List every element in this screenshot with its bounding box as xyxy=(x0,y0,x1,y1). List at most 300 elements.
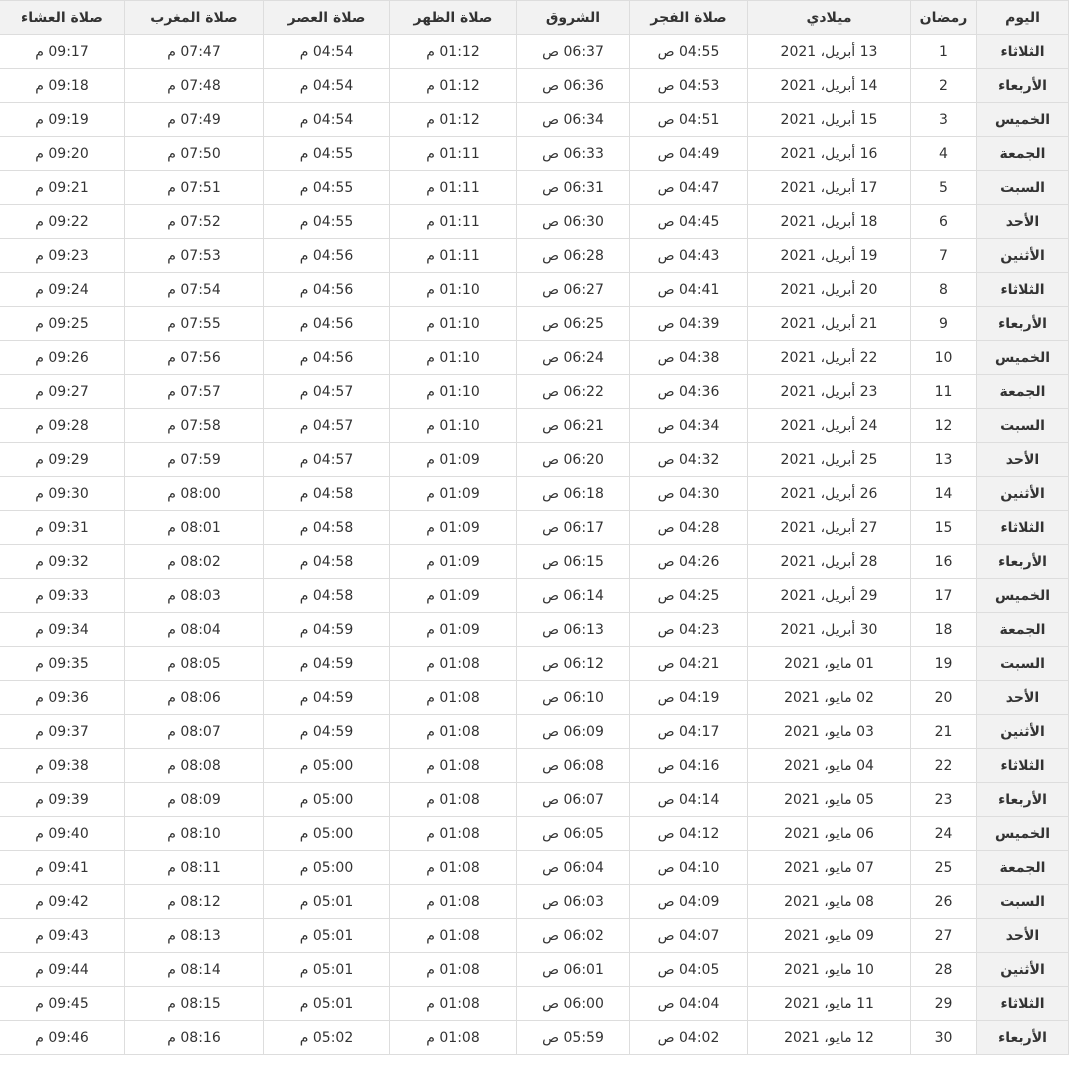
cell-asr: 04:57 م xyxy=(264,375,390,409)
cell-dhuhr: 01:10 م xyxy=(390,273,517,307)
cell-gregorian-date: 26 أبريل، 2021 xyxy=(748,477,911,511)
cell-asr: 04:58 م xyxy=(264,511,390,545)
column-header-sunrise: الشروق xyxy=(517,1,630,35)
cell-sunrise: 06:12 ص xyxy=(517,647,630,681)
cell-day: السبت xyxy=(977,409,1069,443)
cell-ramadan-day: 6 xyxy=(911,205,977,239)
cell-maghrib: 08:01 م xyxy=(125,511,264,545)
cell-asr: 05:00 م xyxy=(264,749,390,783)
cell-ramadan-day: 5 xyxy=(911,171,977,205)
table-body xyxy=(0,35,1069,1055)
cell-day: الجمعة xyxy=(977,613,1069,647)
cell-gregorian-date: 03 مايو، 2021 xyxy=(748,715,911,749)
cell-maghrib: 07:52 م xyxy=(125,205,264,239)
cell-gregorian-date: 30 أبريل، 2021 xyxy=(748,613,911,647)
cell-asr: 05:00 م xyxy=(264,783,390,817)
cell-asr: 04:56 م xyxy=(264,307,390,341)
cell-day: الخميس xyxy=(977,579,1069,613)
table-row xyxy=(0,647,1069,681)
cell-dhuhr: 01:12 م xyxy=(390,35,517,69)
cell-asr: 04:59 م xyxy=(264,715,390,749)
cell-day: الأحد xyxy=(977,681,1069,715)
cell-ramadan-day: 28 xyxy=(911,953,977,987)
cell-gregorian-date: 21 أبريل، 2021 xyxy=(748,307,911,341)
cell-dhuhr: 01:08 م xyxy=(390,851,517,885)
cell-fajr: 04:16 ص xyxy=(630,749,748,783)
cell-dhuhr: 01:08 م xyxy=(390,749,517,783)
column-header-gregorian-date: ميلادي xyxy=(748,1,911,35)
cell-dhuhr: 01:08 م xyxy=(390,681,517,715)
cell-isha: 09:21 م xyxy=(0,171,125,205)
cell-dhuhr: 01:09 م xyxy=(390,443,517,477)
cell-day: الخميس xyxy=(977,341,1069,375)
cell-isha: 09:32 م xyxy=(0,545,125,579)
cell-maghrib: 08:15 م xyxy=(125,987,264,1021)
table-row xyxy=(0,545,1069,579)
cell-asr: 04:54 م xyxy=(264,35,390,69)
table-row xyxy=(0,715,1069,749)
column-header-ramadan-day: رمضان xyxy=(911,1,977,35)
cell-maghrib: 08:10 م xyxy=(125,817,264,851)
cell-sunrise: 06:10 ص xyxy=(517,681,630,715)
cell-isha: 09:18 م xyxy=(0,69,125,103)
cell-asr: 05:01 م xyxy=(264,987,390,1021)
cell-ramadan-day: 9 xyxy=(911,307,977,341)
cell-fajr: 04:36 ص xyxy=(630,375,748,409)
cell-asr: 04:55 م xyxy=(264,205,390,239)
cell-ramadan-day: 7 xyxy=(911,239,977,273)
cell-asr: 04:56 م xyxy=(264,341,390,375)
cell-day: الجمعة xyxy=(977,851,1069,885)
cell-isha: 09:40 م xyxy=(0,817,125,851)
column-header-isha: صلاة العشاء xyxy=(0,1,125,35)
cell-gregorian-date: 17 أبريل، 2021 xyxy=(748,171,911,205)
cell-asr: 04:58 م xyxy=(264,545,390,579)
cell-ramadan-day: 26 xyxy=(911,885,977,919)
cell-day: الثلاثاء xyxy=(977,749,1069,783)
table-row xyxy=(0,783,1069,817)
cell-ramadan-day: 14 xyxy=(911,477,977,511)
cell-asr: 04:57 م xyxy=(264,409,390,443)
cell-sunrise: 06:15 ص xyxy=(517,545,630,579)
cell-dhuhr: 01:11 م xyxy=(390,171,517,205)
cell-day: الأثنين xyxy=(977,477,1069,511)
cell-isha: 09:39 م xyxy=(0,783,125,817)
cell-fajr: 04:21 ص xyxy=(630,647,748,681)
cell-dhuhr: 01:08 م xyxy=(390,817,517,851)
cell-maghrib: 08:13 م xyxy=(125,919,264,953)
cell-maghrib: 07:57 م xyxy=(125,375,264,409)
cell-asr: 04:57 م xyxy=(264,443,390,477)
cell-day: الأربعاء xyxy=(977,1021,1069,1055)
cell-fajr: 04:43 ص xyxy=(630,239,748,273)
cell-maghrib: 07:56 م xyxy=(125,341,264,375)
cell-gregorian-date: 01 مايو، 2021 xyxy=(748,647,911,681)
cell-fajr: 04:28 ص xyxy=(630,511,748,545)
cell-sunrise: 06:14 ص xyxy=(517,579,630,613)
cell-fajr: 04:19 ص xyxy=(630,681,748,715)
cell-dhuhr: 01:10 م xyxy=(390,375,517,409)
cell-sunrise: 06:01 ص xyxy=(517,953,630,987)
cell-ramadan-day: 30 xyxy=(911,1021,977,1055)
table-row xyxy=(0,443,1069,477)
cell-isha: 09:37 م xyxy=(0,715,125,749)
cell-isha: 09:46 م xyxy=(0,1021,125,1055)
cell-day: الخميس xyxy=(977,817,1069,851)
cell-sunrise: 06:04 ص xyxy=(517,851,630,885)
cell-gregorian-date: 10 مايو، 2021 xyxy=(748,953,911,987)
cell-gregorian-date: 08 مايو، 2021 xyxy=(748,885,911,919)
cell-maghrib: 07:51 م xyxy=(125,171,264,205)
cell-maghrib: 08:08 م xyxy=(125,749,264,783)
table-row xyxy=(0,273,1069,307)
cell-sunrise: 06:07 ص xyxy=(517,783,630,817)
table-row xyxy=(0,987,1069,1021)
column-header-fajr: صلاة الفجر xyxy=(630,1,748,35)
cell-gregorian-date: 14 أبريل، 2021 xyxy=(748,69,911,103)
cell-gregorian-date: 22 أبريل، 2021 xyxy=(748,341,911,375)
cell-ramadan-day: 4 xyxy=(911,137,977,171)
cell-maghrib: 08:05 م xyxy=(125,647,264,681)
cell-dhuhr: 01:09 م xyxy=(390,511,517,545)
cell-maghrib: 08:09 م xyxy=(125,783,264,817)
cell-day: الثلاثاء xyxy=(977,511,1069,545)
cell-dhuhr: 01:09 م xyxy=(390,545,517,579)
cell-maghrib: 08:16 م xyxy=(125,1021,264,1055)
cell-asr: 05:01 م xyxy=(264,919,390,953)
cell-isha: 09:45 م xyxy=(0,987,125,1021)
cell-maghrib: 07:54 م xyxy=(125,273,264,307)
cell-ramadan-day: 24 xyxy=(911,817,977,851)
cell-asr: 04:58 م xyxy=(264,579,390,613)
cell-day: الجمعة xyxy=(977,137,1069,171)
cell-fajr: 04:55 ص xyxy=(630,35,748,69)
cell-asr: 04:56 م xyxy=(264,273,390,307)
cell-asr: 04:59 م xyxy=(264,647,390,681)
cell-day: السبت xyxy=(977,171,1069,205)
cell-dhuhr: 01:08 م xyxy=(390,919,517,953)
cell-sunrise: 06:00 ص xyxy=(517,987,630,1021)
column-header-asr: صلاة العصر xyxy=(264,1,390,35)
cell-maghrib: 07:50 م xyxy=(125,137,264,171)
cell-day: الجمعة xyxy=(977,375,1069,409)
cell-dhuhr: 01:10 م xyxy=(390,409,517,443)
cell-ramadan-day: 15 xyxy=(911,511,977,545)
cell-gregorian-date: 27 أبريل، 2021 xyxy=(748,511,911,545)
cell-dhuhr: 01:08 م xyxy=(390,783,517,817)
cell-maghrib: 07:55 م xyxy=(125,307,264,341)
cell-fajr: 04:25 ص xyxy=(630,579,748,613)
cell-dhuhr: 01:09 م xyxy=(390,579,517,613)
table-row xyxy=(0,851,1069,885)
cell-isha: 09:41 م xyxy=(0,851,125,885)
table-row xyxy=(0,137,1069,171)
cell-day: الخميس xyxy=(977,103,1069,137)
cell-isha: 09:26 م xyxy=(0,341,125,375)
cell-ramadan-day: 16 xyxy=(911,545,977,579)
cell-sunrise: 06:22 ص xyxy=(517,375,630,409)
cell-isha: 09:24 م xyxy=(0,273,125,307)
column-header-maghrib: صلاة المغرب xyxy=(125,1,264,35)
cell-sunrise: 06:30 ص xyxy=(517,205,630,239)
cell-gregorian-date: 29 أبريل، 2021 xyxy=(748,579,911,613)
table-row xyxy=(0,817,1069,851)
cell-dhuhr: 01:08 م xyxy=(390,987,517,1021)
cell-sunrise: 06:21 ص xyxy=(517,409,630,443)
cell-asr: 04:55 م xyxy=(264,137,390,171)
cell-isha: 09:19 م xyxy=(0,103,125,137)
cell-day: الأربعاء xyxy=(977,545,1069,579)
cell-sunrise: 06:08 ص xyxy=(517,749,630,783)
cell-maghrib: 07:58 م xyxy=(125,409,264,443)
table-row xyxy=(0,511,1069,545)
cell-gregorian-date: 19 أبريل، 2021 xyxy=(748,239,911,273)
cell-dhuhr: 01:11 م xyxy=(390,239,517,273)
cell-asr: 04:54 م xyxy=(264,69,390,103)
cell-gregorian-date: 06 مايو، 2021 xyxy=(748,817,911,851)
cell-fajr: 04:45 ص xyxy=(630,205,748,239)
cell-sunrise: 06:36 ص xyxy=(517,69,630,103)
cell-gregorian-date: 18 أبريل، 2021 xyxy=(748,205,911,239)
table-row xyxy=(0,613,1069,647)
cell-sunrise: 06:18 ص xyxy=(517,477,630,511)
cell-ramadan-day: 2 xyxy=(911,69,977,103)
cell-maghrib: 07:53 م xyxy=(125,239,264,273)
cell-isha: 09:36 م xyxy=(0,681,125,715)
cell-day: السبت xyxy=(977,885,1069,919)
cell-fajr: 04:17 ص xyxy=(630,715,748,749)
cell-sunrise: 06:09 ص xyxy=(517,715,630,749)
cell-gregorian-date: 05 مايو، 2021 xyxy=(748,783,911,817)
cell-maghrib: 08:07 م xyxy=(125,715,264,749)
cell-ramadan-day: 17 xyxy=(911,579,977,613)
cell-fajr: 04:30 ص xyxy=(630,477,748,511)
cell-fajr: 04:10 ص xyxy=(630,851,748,885)
cell-isha: 09:33 م xyxy=(0,579,125,613)
table-row xyxy=(0,341,1069,375)
cell-gregorian-date: 24 أبريل، 2021 xyxy=(748,409,911,443)
cell-sunrise: 06:03 ص xyxy=(517,885,630,919)
cell-sunrise: 06:33 ص xyxy=(517,137,630,171)
cell-fajr: 04:26 ص xyxy=(630,545,748,579)
cell-gregorian-date: 04 مايو، 2021 xyxy=(748,749,911,783)
cell-dhuhr: 01:12 م xyxy=(390,69,517,103)
cell-ramadan-day: 10 xyxy=(911,341,977,375)
cell-day: الأحد xyxy=(977,919,1069,953)
table-row xyxy=(0,477,1069,511)
cell-isha: 09:42 م xyxy=(0,885,125,919)
cell-sunrise: 06:02 ص xyxy=(517,919,630,953)
cell-isha: 09:30 م xyxy=(0,477,125,511)
cell-sunrise: 06:05 ص xyxy=(517,817,630,851)
cell-ramadan-day: 25 xyxy=(911,851,977,885)
table-row xyxy=(0,69,1069,103)
cell-gregorian-date: 13 أبريل، 2021 xyxy=(748,35,911,69)
table-row xyxy=(0,409,1069,443)
table-row xyxy=(0,681,1069,715)
cell-sunrise: 05:59 ص xyxy=(517,1021,630,1055)
cell-isha: 09:44 م xyxy=(0,953,125,987)
cell-sunrise: 06:20 ص xyxy=(517,443,630,477)
cell-isha: 09:35 م xyxy=(0,647,125,681)
cell-isha: 09:20 م xyxy=(0,137,125,171)
cell-maghrib: 07:59 م xyxy=(125,443,264,477)
cell-dhuhr: 01:08 م xyxy=(390,953,517,987)
table-header xyxy=(0,1,1069,35)
table-row xyxy=(0,919,1069,953)
cell-asr: 04:58 م xyxy=(264,477,390,511)
table-row xyxy=(0,749,1069,783)
cell-dhuhr: 01:08 م xyxy=(390,1021,517,1055)
table-row xyxy=(0,35,1069,69)
cell-asr: 05:01 م xyxy=(264,885,390,919)
cell-day: الأثنين xyxy=(977,715,1069,749)
cell-gregorian-date: 16 أبريل، 2021 xyxy=(748,137,911,171)
cell-isha: 09:34 م xyxy=(0,613,125,647)
cell-dhuhr: 01:12 م xyxy=(390,103,517,137)
cell-asr: 04:59 م xyxy=(264,613,390,647)
cell-dhuhr: 01:11 م xyxy=(390,205,517,239)
cell-sunrise: 06:31 ص xyxy=(517,171,630,205)
cell-isha: 09:29 م xyxy=(0,443,125,477)
cell-gregorian-date: 07 مايو، 2021 xyxy=(748,851,911,885)
table-row xyxy=(0,375,1069,409)
cell-dhuhr: 01:08 م xyxy=(390,715,517,749)
cell-ramadan-day: 22 xyxy=(911,749,977,783)
cell-day: الأربعاء xyxy=(977,307,1069,341)
cell-day: الثلاثاء xyxy=(977,273,1069,307)
cell-sunrise: 06:24 ص xyxy=(517,341,630,375)
cell-maghrib: 08:03 م xyxy=(125,579,264,613)
cell-gregorian-date: 23 أبريل، 2021 xyxy=(748,375,911,409)
table-row xyxy=(0,1021,1069,1055)
cell-day: الأحد xyxy=(977,205,1069,239)
table-row xyxy=(0,885,1069,919)
cell-maghrib: 08:00 م xyxy=(125,477,264,511)
cell-asr: 05:01 م xyxy=(264,953,390,987)
cell-gregorian-date: 12 مايو، 2021 xyxy=(748,1021,911,1055)
cell-isha: 09:25 م xyxy=(0,307,125,341)
cell-day: الثلاثاء xyxy=(977,35,1069,69)
cell-sunrise: 06:17 ص xyxy=(517,511,630,545)
table-row xyxy=(0,579,1069,613)
cell-gregorian-date: 15 أبريل، 2021 xyxy=(748,103,911,137)
cell-fajr: 04:02 ص xyxy=(630,1021,748,1055)
cell-asr: 04:54 م xyxy=(264,103,390,137)
cell-ramadan-day: 20 xyxy=(911,681,977,715)
cell-isha: 09:43 م xyxy=(0,919,125,953)
cell-fajr: 04:32 ص xyxy=(630,443,748,477)
cell-fajr: 04:23 ص xyxy=(630,613,748,647)
cell-isha: 09:17 م xyxy=(0,35,125,69)
cell-fajr: 04:14 ص xyxy=(630,783,748,817)
cell-maghrib: 08:06 م xyxy=(125,681,264,715)
table-row xyxy=(0,953,1069,987)
cell-ramadan-day: 27 xyxy=(911,919,977,953)
cell-isha: 09:31 م xyxy=(0,511,125,545)
cell-fajr: 04:05 ص xyxy=(630,953,748,987)
cell-maghrib: 07:47 م xyxy=(125,35,264,69)
cell-fajr: 04:04 ص xyxy=(630,987,748,1021)
cell-ramadan-day: 3 xyxy=(911,103,977,137)
cell-maghrib: 08:11 م xyxy=(125,851,264,885)
cell-ramadan-day: 18 xyxy=(911,613,977,647)
cell-ramadan-day: 29 xyxy=(911,987,977,1021)
cell-isha: 09:38 م xyxy=(0,749,125,783)
cell-dhuhr: 01:10 م xyxy=(390,307,517,341)
cell-dhuhr: 01:09 م xyxy=(390,477,517,511)
cell-fajr: 04:47 ص xyxy=(630,171,748,205)
table-row xyxy=(0,307,1069,341)
cell-day: الأثنين xyxy=(977,239,1069,273)
cell-fajr: 04:38 ص xyxy=(630,341,748,375)
cell-gregorian-date: 11 مايو، 2021 xyxy=(748,987,911,1021)
cell-asr: 05:02 م xyxy=(264,1021,390,1055)
cell-day: الأثنين xyxy=(977,953,1069,987)
cell-gregorian-date: 09 مايو، 2021 xyxy=(748,919,911,953)
cell-asr: 04:59 م xyxy=(264,681,390,715)
cell-isha: 09:28 م xyxy=(0,409,125,443)
cell-fajr: 04:51 ص xyxy=(630,103,748,137)
cell-sunrise: 06:37 ص xyxy=(517,35,630,69)
cell-fajr: 04:41 ص xyxy=(630,273,748,307)
cell-fajr: 04:49 ص xyxy=(630,137,748,171)
cell-ramadan-day: 1 xyxy=(911,35,977,69)
cell-day: الثلاثاء xyxy=(977,987,1069,1021)
header-row xyxy=(0,1,1069,35)
cell-maghrib: 07:48 م xyxy=(125,69,264,103)
table-row xyxy=(0,171,1069,205)
cell-gregorian-date: 25 أبريل، 2021 xyxy=(748,443,911,477)
cell-maghrib: 08:02 م xyxy=(125,545,264,579)
cell-isha: 09:27 م xyxy=(0,375,125,409)
cell-dhuhr: 01:11 م xyxy=(390,137,517,171)
cell-day: الأحد xyxy=(977,443,1069,477)
cell-sunrise: 06:28 ص xyxy=(517,239,630,273)
cell-asr: 04:56 م xyxy=(264,239,390,273)
cell-ramadan-day: 11 xyxy=(911,375,977,409)
cell-maghrib: 08:04 م xyxy=(125,613,264,647)
cell-fajr: 04:07 ص xyxy=(630,919,748,953)
cell-fajr: 04:12 ص xyxy=(630,817,748,851)
cell-dhuhr: 01:10 م xyxy=(390,341,517,375)
table-row xyxy=(0,239,1069,273)
table-row xyxy=(0,103,1069,137)
cell-gregorian-date: 20 أبريل، 2021 xyxy=(748,273,911,307)
cell-isha: 09:23 م xyxy=(0,239,125,273)
cell-sunrise: 06:13 ص xyxy=(517,613,630,647)
cell-gregorian-date: 02 مايو، 2021 xyxy=(748,681,911,715)
column-header-day: اليوم xyxy=(977,1,1069,35)
cell-asr: 05:00 م xyxy=(264,851,390,885)
cell-day: الأربعاء xyxy=(977,69,1069,103)
cell-maghrib: 08:12 م xyxy=(125,885,264,919)
cell-maghrib: 08:14 م xyxy=(125,953,264,987)
cell-isha: 09:22 م xyxy=(0,205,125,239)
cell-ramadan-day: 23 xyxy=(911,783,977,817)
cell-maghrib: 07:49 م xyxy=(125,103,264,137)
cell-fajr: 04:34 ص xyxy=(630,409,748,443)
cell-fajr: 04:39 ص xyxy=(630,307,748,341)
cell-ramadan-day: 12 xyxy=(911,409,977,443)
cell-ramadan-day: 21 xyxy=(911,715,977,749)
cell-gregorian-date: 28 أبريل، 2021 xyxy=(748,545,911,579)
cell-sunrise: 06:25 ص xyxy=(517,307,630,341)
cell-day: السبت xyxy=(977,647,1069,681)
column-header-dhuhr: صلاة الظهر xyxy=(390,1,517,35)
cell-dhuhr: 01:08 م xyxy=(390,885,517,919)
cell-ramadan-day: 19 xyxy=(911,647,977,681)
